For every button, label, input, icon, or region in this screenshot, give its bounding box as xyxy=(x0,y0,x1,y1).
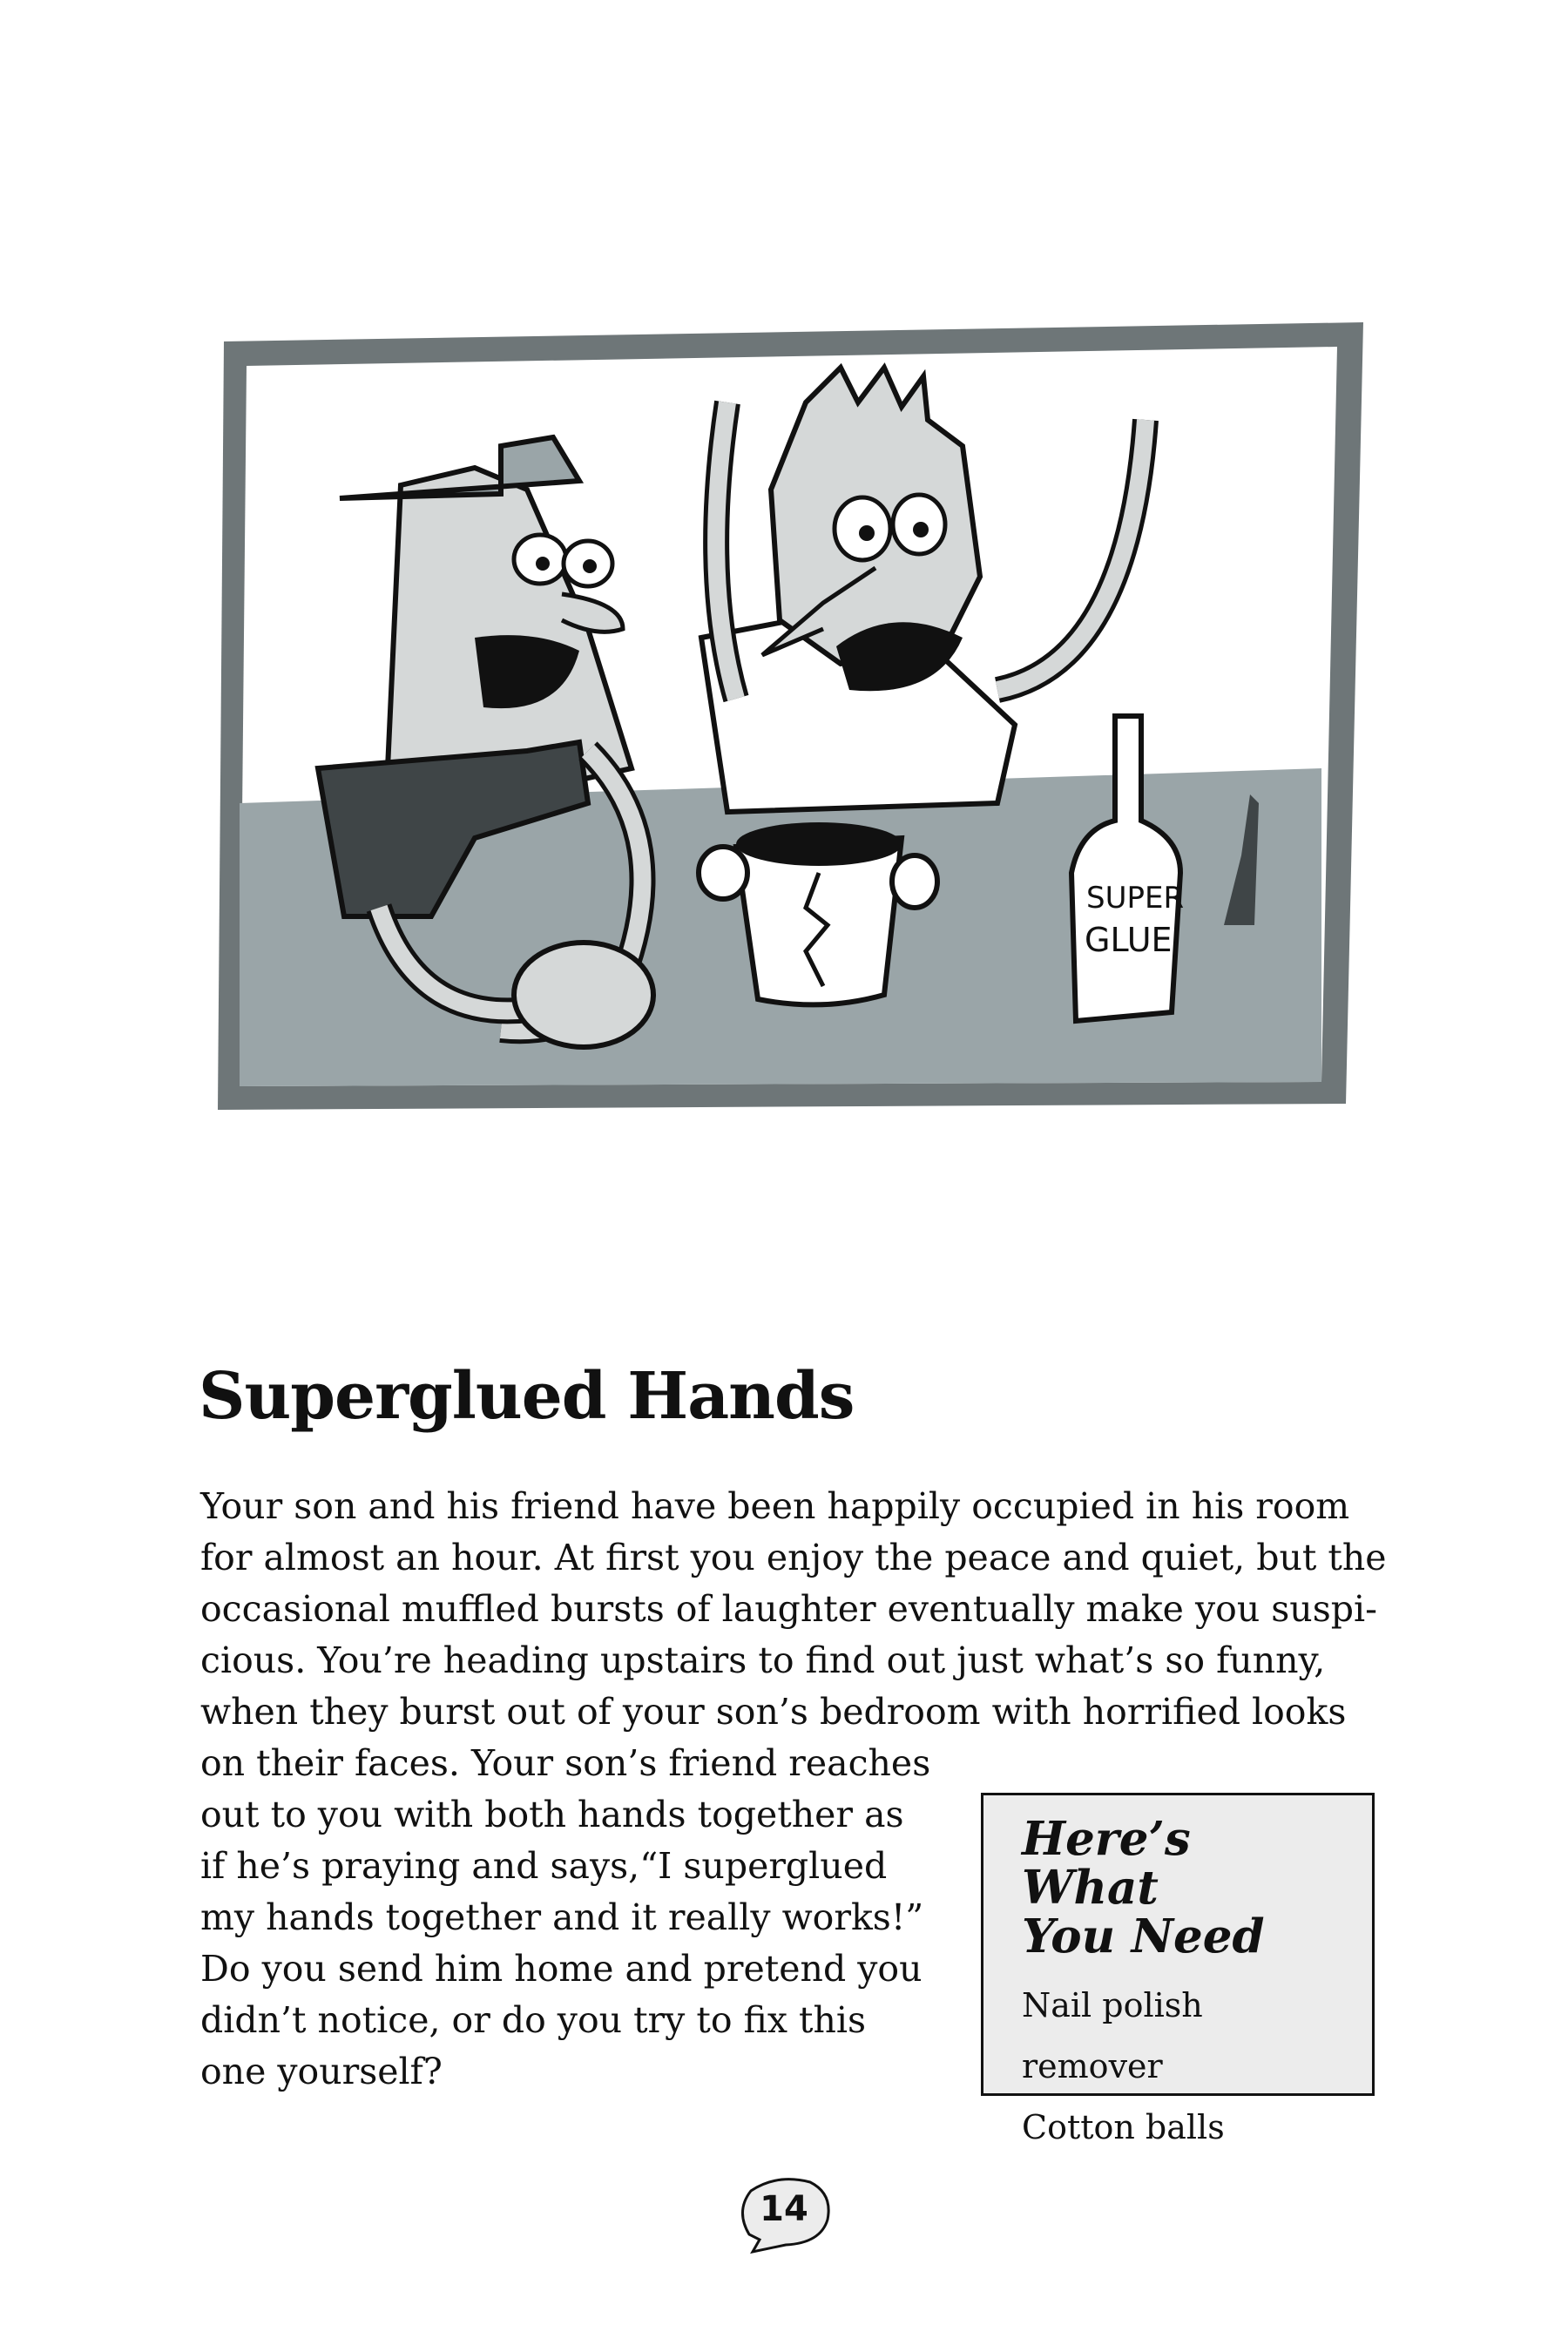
page-number-badge xyxy=(733,2172,835,2255)
body-line: occasional muffled bursts of laughter eventually make you suspi- xyxy=(200,1588,1377,1630)
body-line: my hands together and it really works!” xyxy=(200,1896,924,1938)
body-line: Do you send him home and pretend you xyxy=(200,1948,923,1990)
cartoon-illustration xyxy=(213,315,1368,1121)
page-number: 14 xyxy=(760,2189,808,2229)
sidebar-title-line2: You Need xyxy=(1022,1909,1265,1963)
bottle-label-glue: GLUE xyxy=(1085,921,1173,959)
sidebar-title xyxy=(1022,1812,1337,1963)
bottle-label-super: SUPER xyxy=(1086,881,1185,916)
body-line: one yourself? xyxy=(200,2051,443,2092)
what-you-need-box xyxy=(981,1793,1375,2146)
supply-item: Cotton balls xyxy=(1022,2108,1225,2146)
body-line: didn’t notice, or do you try to fix this xyxy=(200,1999,867,2041)
body-line: out to you with both hands together as xyxy=(200,1794,904,1835)
body-line: if he’s praying and says,“I superglued xyxy=(200,1845,888,1887)
body-line: when they burst out of your son’s bedroom with horrified looks xyxy=(200,1691,1347,1733)
supply-item: Nail polish remover xyxy=(1022,1986,1203,2085)
body-paragraph-full xyxy=(200,1481,1387,1738)
body-line: for almost an hour. At first you enjoy the peace and quiet, but the xyxy=(200,1537,1387,1578)
sidebar-title-line1: Here’s What xyxy=(1022,1812,1191,1915)
body-paragraph-narrow xyxy=(200,1738,930,2098)
body-line: on their faces. Your son’s friend reaches xyxy=(200,1742,931,1784)
body-line: Your son and his friend have been happily occupied in his room xyxy=(200,1485,1350,1527)
page-title: Superglued Hands xyxy=(199,1359,855,1434)
body-line: cious. You’re heading upstairs to find out just what’s so funny, xyxy=(200,1639,1326,1681)
